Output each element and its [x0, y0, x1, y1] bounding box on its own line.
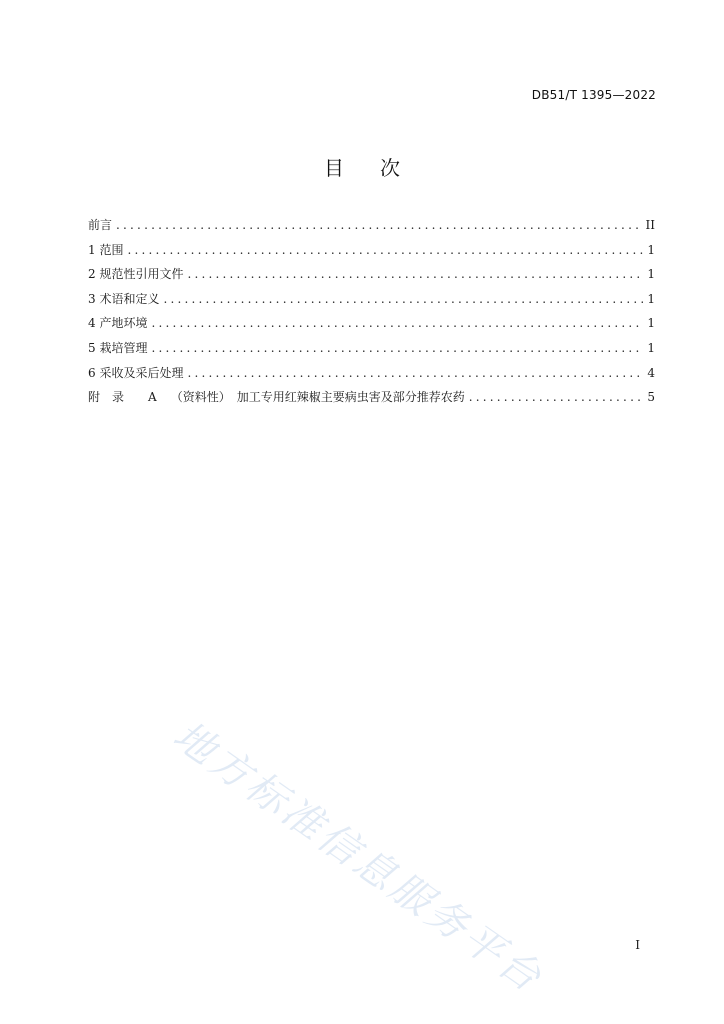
page-title: 目次: [324, 156, 436, 180]
toc-entry-page: II: [645, 218, 655, 232]
toc-entry-scope[interactable]: [88, 241, 655, 266]
toc-entry-page: 4: [647, 365, 655, 380]
toc-entry-page: 1: [647, 267, 655, 282]
toc-entry-page: 1: [647, 316, 655, 331]
toc-entry-production-environment[interactable]: [88, 314, 655, 339]
appendix-prefix: 附: [88, 390, 101, 405]
toc-entry-page: 1: [647, 291, 655, 306]
toc-leader-dots: [151, 341, 643, 355]
toc-leader-dots: [116, 218, 642, 232]
toc-entry-foreword[interactable]: [88, 216, 655, 241]
watermark: 地方标准信息服务平台: [164, 712, 552, 1003]
toc-entry-label: 3 术语和定义: [88, 291, 160, 306]
toc-entry-label: [88, 388, 465, 405]
page-number: I: [635, 938, 640, 952]
toc-entry-appendix-a[interactable]: [88, 388, 655, 413]
toc-entry-cultivation-management[interactable]: [88, 339, 655, 364]
toc-entry-label: 2 规范性引用文件: [88, 267, 184, 282]
toc-entry-page: 1: [647, 340, 655, 355]
toc-leader-dots: [187, 366, 643, 380]
toc-leader-dots: [469, 390, 643, 404]
toc-leader-dots: [163, 292, 643, 306]
toc-entry-terms-definitions[interactable]: [88, 290, 655, 315]
appendix-word: 录: [112, 390, 125, 405]
toc-entry-harvest-postharvest[interactable]: [88, 364, 655, 389]
toc-entry-label: 1 范围: [88, 242, 124, 257]
toc-entry-label: 前言: [88, 218, 113, 232]
document-code: DB51/T 1395—2022: [531, 88, 656, 102]
appendix-type: （资料性）: [170, 390, 231, 405]
toc-entry-page: 5: [647, 390, 655, 405]
toc-leader-dots: [151, 316, 643, 330]
toc-leader-dots: [187, 267, 643, 281]
table-of-contents: [88, 216, 655, 413]
toc-entry-label: 4 产地环境: [88, 316, 148, 331]
toc-entry-label: 5 栽培管理: [88, 340, 148, 355]
appendix-title: 加工专用红辣椒主要病虫害及部分推荐农药: [236, 390, 465, 405]
toc-leader-dots: [127, 243, 643, 257]
toc-entry-page: 1: [647, 242, 655, 257]
toc-entry-normative-references[interactable]: [88, 265, 655, 290]
toc-entry-label: 6 采收及采后处理: [88, 365, 184, 380]
appendix-letter: A: [148, 390, 157, 405]
